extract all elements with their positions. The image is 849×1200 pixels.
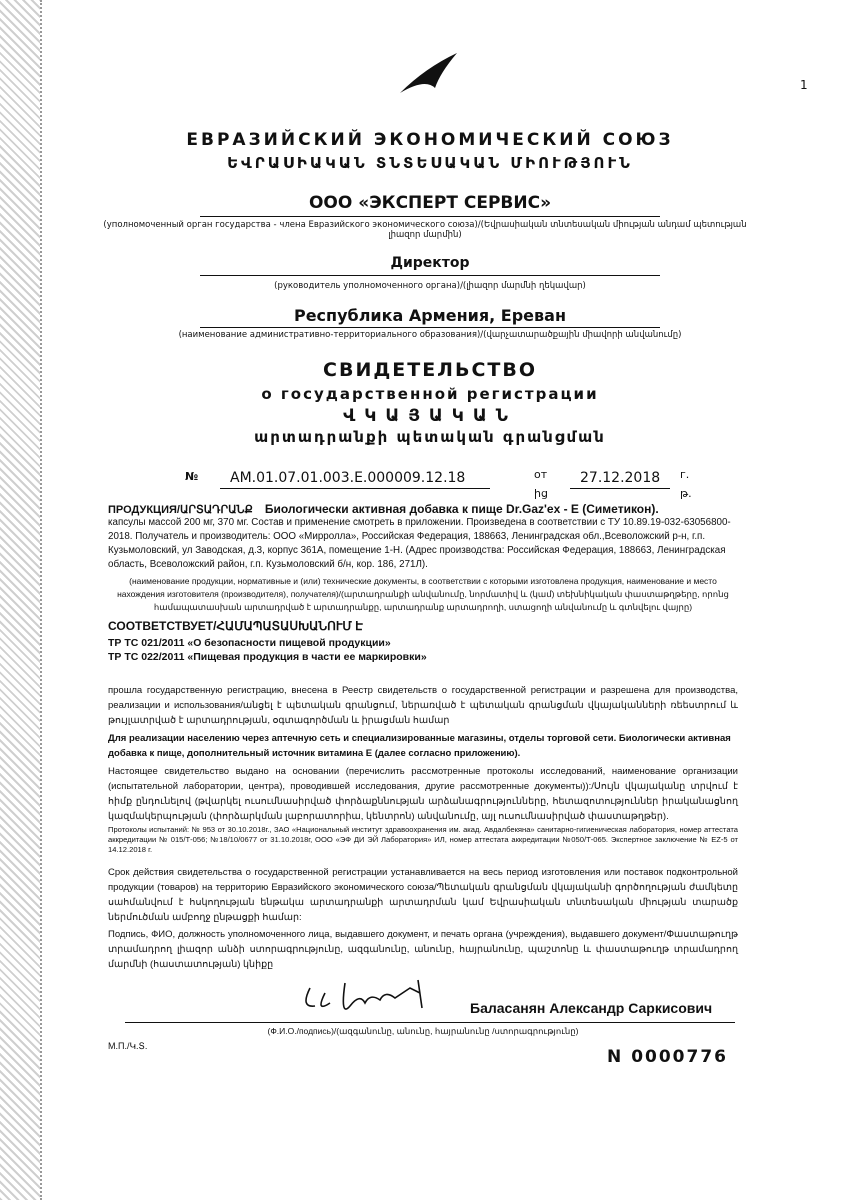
product-name: Биологически активная добавка к пище Dr.Gaz'ex - E (Симетикон).: [264, 502, 659, 516]
head-caption: (руководитель уполномоченного органа)/(լիազոր մարմնի ղեկավար): [274, 281, 586, 291]
bottom-row: [108, 1041, 738, 1067]
standard-1: ТР ТС 021/2011 «О безопасности пищевой продукции»: [108, 637, 391, 649]
signature-row: [270, 974, 738, 1022]
emblem-logo: [395, 48, 465, 98]
certificate-title-ru: СВИДЕТЕЛЬСТВО: [323, 359, 537, 381]
conformity-label: СООТВЕТСТВУЕТ/ՀԱՄԱՊԱՏԱՍԽԱՆՈՒՄ Է: [108, 619, 363, 633]
year-label-ru: г.: [680, 468, 690, 481]
product-label: ПРОДУКЦИЯ/ԱՐՏԱԴՐԱՆՔ: [108, 504, 253, 516]
from-label-hy: ից: [534, 487, 548, 500]
product-caption: (наименование продукции, нормативные и (или) технические документы, в соответствии с которыми изготовлена продукция, наименование и место нахождения изготовителя (производителя), получателя)/(արտադրանքի անվանումը, նորմատիվ և (կամ) տեխնիկական փաստաթղթերը, որոնց համապատասխան արտադրված է արտադրանքը, արտադրանք արտադրողի, ստացողի անվանումը և գտնվելու վայրը): [117, 576, 729, 612]
standard-2: ТР ТС 022/2011 «Пищевая продукция в части ее маркировки»: [108, 651, 427, 663]
certificate-title-hy: ՎԿԱՅԱԿԱՆ: [343, 406, 517, 426]
from-label-ru: от: [534, 468, 548, 481]
product-details: капсулы массой 200 мг, 370 мг. Состав и применение смотреть в приложении. Произведена в соответствии с ТУ 10.89.19-032-63056800-2018. Получатель и производитель: ООО «Мирролла», Российская Федерация, 188663, Ленинградская обл.,Всеволожский р-н, г.п. Кузьмоловский, ул Заводская, д.3, корпус 361А, помещение 1-Н. (Адрес производства: Российская Федерация, 188663, Ленинградская область, Всеволожский район, г.п. Кузьмоловский б/н, кор. 186, 271Л).: [108, 517, 731, 570]
protocols-text: Протоколы испытаний: № 953 от 30.10.2018г., ЗАО «Национальный институт здравоохранения им. акад. Авдалбекяна» санитарно-гигиеническая лаборатория, номер аттестата аккредитации № 015/Т-056; №18/10/0677 от 31.10.2018г, ООО «ЭФ ДИ ЭЙ Лаборатория» ИЛ, номер аттестата аккредитации №050/Т-065. Экспертное заключение № EZ-5 от 14.12.2018 г.: [108, 825, 738, 854]
registration-text: прошла государственную регистрацию, внесена в Реестр свидетельств о государственной регистрации и разрешена для производства, реализации и использования/անցել է պետական գրանցում, ներառված է պետական գրանցման վկայականների ռեեստրում և թույլատրված է արտադրության, օգտագործման և իրացման համար: [108, 685, 738, 726]
certificate-date: 27.12.2018: [580, 470, 661, 486]
certificate-subtitle-ru: о государственной регистрации: [261, 385, 599, 403]
union-title-ru: ЕВРАЗИЙСКИЙ ЭКОНОМИЧЕСКИЙ СОЮЗ: [186, 130, 674, 150]
decorative-border-line: [40, 0, 42, 1200]
authority-caption: (уполномоченный орган государства - члена Евразийского экономического союза)/(Եվրասիական տնտեսական միության անդամ պետության լիազոր մարմին): [103, 220, 747, 240]
seal-label: М.П./Կ.Տ.: [108, 1041, 148, 1051]
location-caption: (наименование административно-территориального образования)/(վարչատարածքային միավորի անվանումը): [178, 330, 682, 340]
signature-note: Подпись, ФИО, должность уполномоченного лица, выдавшего документ, и печать органа (учреждения), выдавшего документ/Փաստաթուղթ տրամադրող լիազոր անձի ստորագրությունը, ազգանունը, անունը, հայրանունը, պաշտոնը և փաստաթուղթ տրամադրող մարմնի (հաստատության) կնիքը: [108, 929, 738, 970]
certificate-subtitle-hy: արտադրանքի պետական գրանցման: [254, 428, 606, 446]
signature-image: [270, 974, 460, 1022]
signature-caption: (Ф.И.О./подпись)/(ազգանունը, անունը, հայրանունը /ստորագրությունը): [267, 1026, 579, 1036]
number-label: №: [185, 470, 199, 483]
year-label-hy: թ.: [680, 487, 692, 500]
location-name: Республика Армения, Ереван: [293, 306, 567, 325]
sale-text: Для реализации населению через аптечную сеть и специализированные магазины, отделы торговой сети. Биологически активная добавка к пище, дополнительный источник витамина Е (далее согласно приложению).: [108, 733, 731, 759]
serial-number: N 0000776: [607, 1047, 728, 1067]
union-title-hy: ԵՎՐԱՍԻԱԿԱՆ ՏՆՏԵՍԱԿԱՆ ՄԻՈՒԹՅՈՒՆ: [227, 154, 633, 172]
product-row: [108, 502, 738, 516]
head-title: Директор: [390, 255, 470, 271]
signature-line: [125, 1022, 735, 1023]
decorative-border: [0, 0, 40, 1200]
validity-text: Срок действия свидетельства о государственной регистрации устанавливается на весь период изготовления или поставок подконтрольной продукции (товаров) на территорию Евразийского экономического союза/Պետական գրանցման վկայականի գործողության ժամկետը սահմանվում է հսկողության ենթակա արտադրանքի արտադրման կամ Եվրասիական տնտեսական միության տարածք ներմուծման ամբողջ ընթացքի համար:: [108, 867, 738, 923]
authority-name: ООО «ЭКСПЕРТ СЕРВИС»: [308, 193, 552, 213]
signer-name: Баласанян Александр Саркисович: [470, 1000, 713, 1016]
basis-text: Настоящее свидетельство выдано на основании (перечислить рассмотренные протоколы исследований, наименование организации (испытательной лаборатории, центра), проводившей исследования, другие рассмотренные документы)):/Սույն վկայականը տրվում է հիմք ընդունելով (թվարկել ուսումնասիրված փորձաքննության արձանագրությունները, հետազոտություններ իրականացնող կազմակերպության (փորձարկման լաբորատորիա, կենտրոն) անվանումը, այլ ուսումնասիրված փաստաթղթեր).: [108, 766, 738, 822]
page-mark: 1: [800, 78, 808, 92]
certificate-body: [108, 502, 738, 1067]
certificate-number: AM.01.07.01.003.E.000009.12.18: [230, 470, 466, 486]
